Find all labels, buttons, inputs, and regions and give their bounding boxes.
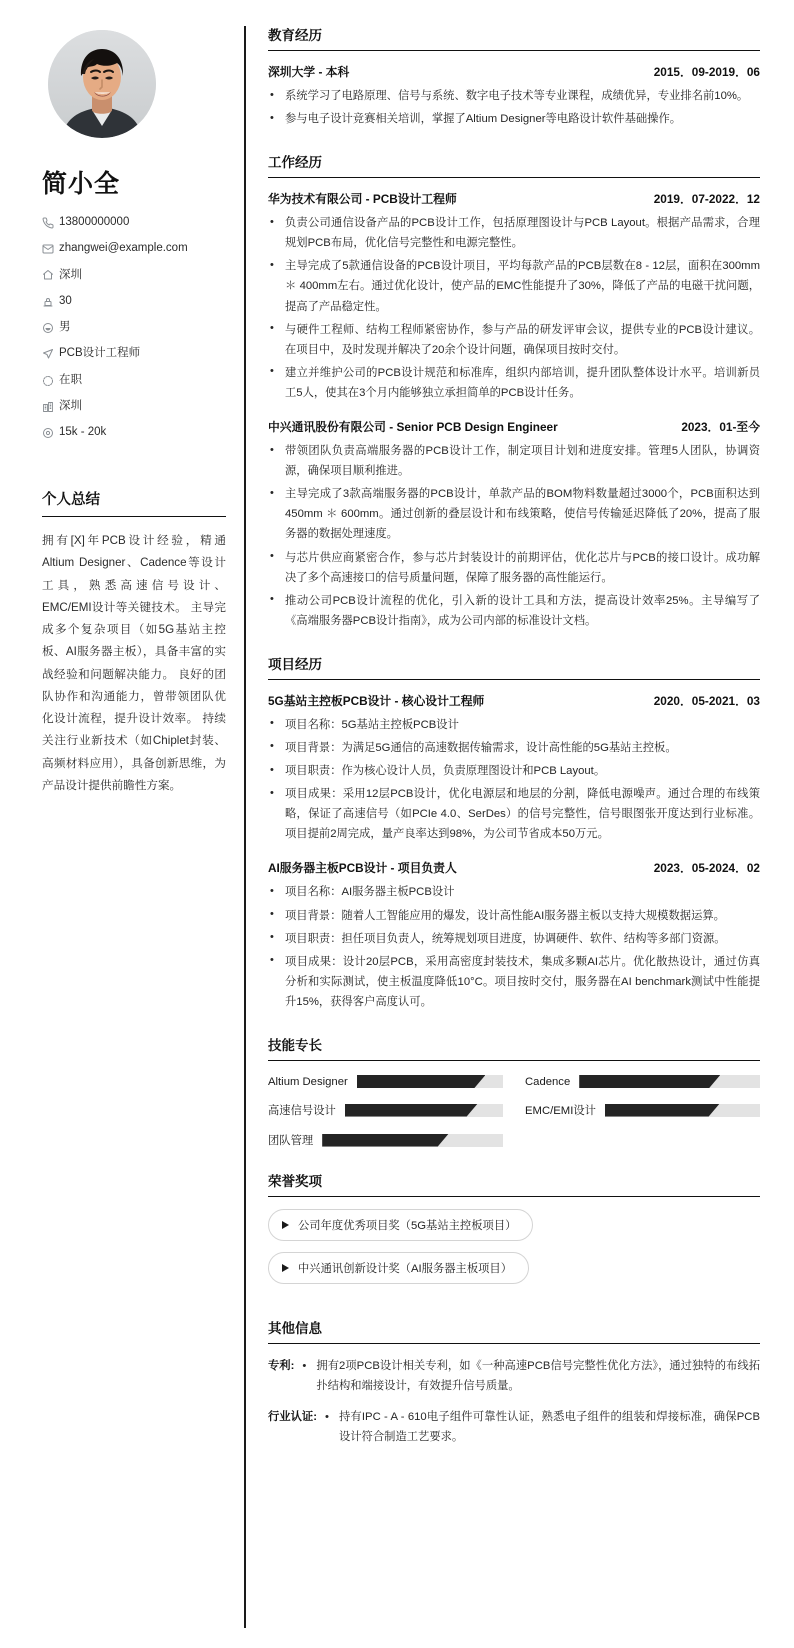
- bullet-item: • 与芯片供应商紧密合作，参与芯片封装设计的前期评估，优化芯片与PCB的接口设计。成功解决了多个高速接口的信号质量问题，保障了服务器的高性能运行。: [268, 548, 760, 588]
- contact-item-status: [42, 374, 226, 388]
- entry: [268, 63, 760, 129]
- section-projects: [268, 653, 760, 1012]
- other-info-value: • 拥有2项PCB设计相关专利，如《一种高速PCB信号完整性优化方法》，通过独特的布线拓扑结构和端接设计，有效提升信号质量。: [300, 1356, 760, 1396]
- skill-bar-fill: [605, 1104, 720, 1117]
- entry-title: 深圳大学 - 本科: [268, 65, 350, 79]
- profile-photo-icon: [48, 30, 156, 138]
- bullet-list: [268, 213, 760, 403]
- skill-row: [525, 1075, 760, 1088]
- entry-header: [268, 63, 760, 80]
- bullet-list: [268, 86, 760, 129]
- play-triangle-icon: [282, 1221, 289, 1229]
- section-heading-other: 其他信息: [268, 1317, 760, 1344]
- section-heading-work: 工作经历: [268, 151, 760, 178]
- bullet-item: • 建立并维护公司的PCB设计规范和标准库，组织内部培训，提升团队整体设计水平。培训新员工5人，使其在3个月内能够独立承担简单的PCB设计任务。: [268, 363, 760, 403]
- main-column: [268, 24, 764, 1628]
- bullet-item: • 负责公司通信设备产品的PCB设计工作，包括原理图设计与PCB Layout。根据产品需求，合理规划PCB布局，优化信号完整性和电源完整性。: [268, 213, 760, 253]
- entry-date: 2019．07-2022．12: [653, 192, 760, 207]
- contact-item-home: [42, 269, 226, 283]
- play-triangle-icon: [282, 1264, 289, 1272]
- contact-value: 13800000000: [59, 216, 130, 228]
- section-other: [268, 1317, 760, 1447]
- section-work: [268, 151, 760, 631]
- bullet-item: • 项目职责：担任项目负责人，统筹规划项目进度，协调硬件、软件、结构等多部门资源。: [268, 929, 760, 949]
- contact-item-age: [42, 295, 226, 309]
- position-icon: [42, 348, 59, 360]
- section-heading-education: 教育经历: [268, 24, 760, 51]
- contact-item-city: [42, 400, 226, 414]
- contact-value: 深圳: [59, 268, 82, 281]
- skill-bar-track: [345, 1104, 503, 1117]
- contact-item-gender: [42, 321, 226, 335]
- avatar: [48, 30, 156, 138]
- education-entries: [268, 63, 760, 129]
- skill-name: 高速信号设计: [268, 1105, 336, 1117]
- entry-date: 2023．05-2024．02: [653, 861, 760, 876]
- entry-title: 中兴通讯股份有限公司 - Senior PCB Design Engineer: [268, 420, 558, 435]
- contact-list: [42, 216, 226, 440]
- section-awards: [268, 1170, 760, 1295]
- award-label: 公司年度优秀项目奖（5G基站主控板项目）: [298, 1220, 517, 1232]
- contact-value: 在职: [59, 373, 82, 386]
- other-info-label: 专利:: [268, 1360, 295, 1372]
- contact-item-position: [42, 347, 226, 361]
- skill-name: Cadence: [525, 1075, 571, 1088]
- contact-value: 15k - 20k: [59, 426, 107, 439]
- skill-bar-track: [322, 1134, 503, 1147]
- bullet-item: • 与硬件工程师、结构工程师紧密协作，参与产品的研发评审会议，提供专业的PCB设计建议。在项目中，及时发现并解决了20余个设计问题，确保项目按时交付。: [268, 320, 760, 360]
- entry-title: 5G基站主控板PCB设计 - 核心设计工程师: [268, 693, 485, 708]
- status-icon: [42, 375, 59, 387]
- entry: [268, 190, 760, 403]
- contact-value: 男: [59, 321, 71, 334]
- entry-date: 2015．09-2019．06: [653, 65, 760, 79]
- contact-item-phone: [42, 216, 226, 230]
- skill-bar-track: [357, 1075, 503, 1088]
- entry-header: [268, 692, 760, 709]
- summary-section: [40, 488, 226, 797]
- contact-value: zhangwei@example.com: [59, 242, 188, 255]
- entry-title: 华为技术有限公司 - PCB设计工程师: [268, 192, 457, 207]
- entry-header: [268, 190, 760, 207]
- bullet-item: • 主导完成了3款高端服务器的PCB设计，单款产品的BOM物料数量超过3000个，PCB面积达到450mm ＊ 600mm。通过创新的叠层设计和布线策略，使信号传输延迟降低了20%，提高了服务器的数据处理速度。: [268, 484, 760, 544]
- skill-name: Altium Designer: [268, 1075, 348, 1088]
- skill-row: [268, 1132, 503, 1148]
- skill-name: 团队管理: [268, 1135, 314, 1147]
- phone-icon: [42, 217, 59, 229]
- entry-date: 2020．05-2021．03: [653, 693, 760, 708]
- entry: [268, 859, 760, 1012]
- section-skills: [268, 1034, 760, 1148]
- other-info-row: [268, 1407, 760, 1447]
- sidebar: [30, 24, 244, 1628]
- skill-row: [268, 1102, 503, 1118]
- skill-bar-fill: [579, 1075, 720, 1088]
- section-heading-skills: 技能专长: [268, 1034, 760, 1061]
- mail-icon: [42, 243, 59, 255]
- bullet-item: • 项目成果：设计20层PCB，采用高密度封装技术，集成多颗AI芯片。优化散热设计，通过仿真分析和实际测试，使主板温度降低10°C。项目按时交付，服务器在AI benchmark测试中性能提升15%，获得客户高度认可。: [268, 952, 760, 1012]
- bullet-item: • 项目职责：作为核心设计人员，负责原理图设计和PCB Layout。: [268, 761, 760, 781]
- bullet-item: • 主导完成了5款通信设备的PCB设计项目，平均每款产品的PCB层数在8 - 12层，面积在300mm ＊ 400mm左右。通过优化设计，使产品的EMC性能提升了30%，降低了产品的电磁干扰问题，提高了产品稳定性。: [268, 256, 760, 316]
- bullet-item: • 项目背景：为满足5G通信的高速数据传输需求，设计高性能的5G基站主控板。: [268, 738, 760, 758]
- page-title: 简小全: [42, 170, 121, 198]
- skill-bar-fill: [345, 1104, 478, 1117]
- vertical-divider: [244, 26, 246, 1628]
- award-item[interactable]: [268, 1252, 529, 1284]
- other-info-value: • 持有IPC - A - 610电子组件可靠性认证，熟悉电子组件的组装和焊接标准，确保PCB设计符合制造工艺要求。: [323, 1407, 760, 1447]
- section-education: [268, 24, 760, 129]
- age-icon: [42, 296, 59, 308]
- salary-icon: [42, 427, 59, 439]
- project-entries: [268, 692, 760, 1012]
- summary-heading: 个人总结: [42, 488, 226, 517]
- bullet-item: • 推动公司PCB设计流程的优化，引入新的设计工具和方法，提高设计效率25%。主导编写了《高端服务器PCB设计指南》，成为公司内部的标准设计文档。: [268, 591, 760, 631]
- entry-header: [268, 418, 760, 435]
- section-heading-awards: 荣誉奖项: [268, 1170, 760, 1197]
- entry-header: [268, 859, 760, 876]
- home-icon: [42, 269, 59, 281]
- bullet-list: [268, 441, 760, 631]
- work-entries: [268, 190, 760, 631]
- entry-title: AI服务器主板PCB设计 - 项目负责人: [268, 861, 457, 876]
- entry-date: 2023．01-至今: [681, 420, 760, 435]
- bullet-item: • 参与电子设计竞赛相关培训，掌握了Altium Designer等电路设计软件基础操作。: [268, 109, 760, 129]
- other-rows: [268, 1356, 760, 1447]
- bullet-item: • 带领团队负责高端服务器的PCB设计工作，制定项目计划和进度安排。管理5人团队，协调资源，确保项目顺利推进。: [268, 441, 760, 481]
- skill-bar-track: [605, 1104, 760, 1117]
- contact-item-salary: [42, 426, 226, 440]
- summary-text: 拥有[X]年PCB设计经验，精通Altium Designer、Cadence等设计工具，熟悉高速信号设计、EMC/EMI设计等关键技术。 主导完成多个复杂项目（如5G基站主控板、AI服务器主板），具备丰富的实战经验和问题解决能力。 良好的团队协作和沟通能力，曾带领团队优化设计流程，提升设计效率。 持续关注行业新技术（如Chiplet封装、高频材料应用），具备创新思维，为产品设计提供前瞻性方案。: [42, 534, 226, 792]
- other-info-row: [268, 1356, 760, 1396]
- contact-value: PCB设计工程师: [59, 347, 141, 360]
- bullet-item: • 项目背景：随着人工智能应用的爆发，设计高性能AI服务器主板以支持大规模数据运算。: [268, 906, 760, 926]
- awards-list: [268, 1209, 760, 1295]
- contact-value: 30: [59, 294, 72, 307]
- bullet-item: • 项目名称：5G基站主控板PCB设计: [268, 715, 760, 735]
- award-label: 中兴通讯创新设计奖（AI服务器主板项目）: [298, 1263, 513, 1275]
- skills-grid: [268, 1073, 760, 1148]
- bullet-list: [268, 715, 760, 845]
- entry: [268, 692, 760, 845]
- entry: [268, 418, 760, 631]
- skill-bar-track: [579, 1075, 760, 1088]
- award-item[interactable]: [268, 1209, 533, 1241]
- skill-bar-fill: [322, 1134, 449, 1147]
- skill-name: EMC/EMI设计: [525, 1105, 596, 1117]
- bullet-item: • 项目成果：采用12层PCB设计，优化电源层和地层的分割，降低电源噪声。通过合理的布线策略，保证了高速信号（如PCIe 4.0、SerDes）的信号完整性，信号眼图张开度达到行业标准。项目提前2周完成，量产良率达到98%，为公司节省成本50万元。: [268, 784, 760, 844]
- contact-item-email: [42, 242, 226, 256]
- skill-bar-fill: [357, 1075, 486, 1088]
- skill-row: [525, 1102, 760, 1118]
- bullet-item: • 项目名称：AI服务器主板PCB设计: [268, 882, 760, 902]
- section-heading-projects: 项目经历: [268, 653, 760, 680]
- city-icon: [42, 401, 59, 413]
- bullet-item: • 系统学习了电路原理、信号与系统、数字电子技术等专业课程，成绩优异，专业排名前10%。: [268, 86, 760, 106]
- skill-row: [268, 1075, 503, 1088]
- contact-value: 深圳: [59, 400, 82, 413]
- other-info-label: 行业认证:: [268, 1411, 317, 1424]
- bullet-list: [268, 882, 760, 1012]
- gender-icon: [42, 322, 59, 334]
